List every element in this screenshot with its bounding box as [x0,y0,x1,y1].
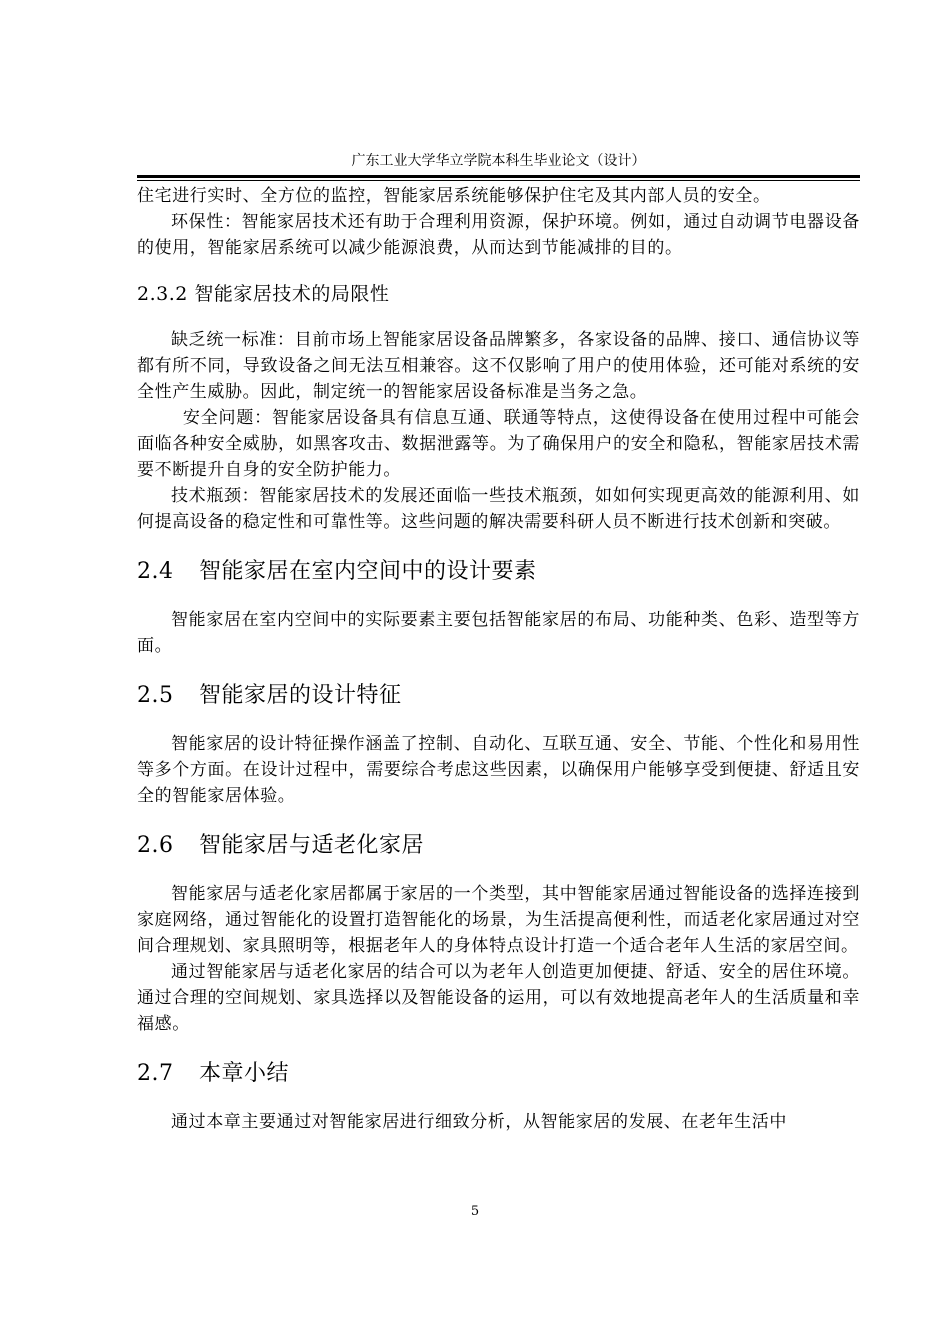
paragraph-standard: 缺乏统一标准：目前市场上智能家居设备品牌繁多，各家设备的品牌、接口、通信协议等都有所不同，导致设备之间无法互相兼容。这不仅影响了用户的使用体验，还可能对系统的安全性产生威胁。因此，制定统一的智能家居设备标准是当务之急。 [137,330,860,402]
heading-text: 智能家居在室内空间中的设计要素 [199,559,537,584]
heading-number: 2.6 [137,833,174,858]
paragraph-2-6-b: 通过智能家居与适老化家居的结合可以为老年人创造更加便捷、舒适、安全的居住环境。通过合理的空间规划、家具选择以及智能设备的运用，可以有效地提高老年人的生活质量和幸福感。 [137,962,860,1034]
paragraph-2-7: 通过本章主要通过对智能家居进行细致分析，从智能家居的发展、在老年生活中 [171,1112,787,1132]
paragraph-tech-bottleneck: 技术瓶颈：智能家居技术的发展还面临一些技术瓶颈，如如何实现更高效的能源利用、如何提高设备的稳定性和可靠性等。这些问题的解决需要科研人员不断进行技术创新和突破。 [137,486,860,532]
page-body [137,183,860,1135]
heading-text: 智能家居的设计特征 [199,683,402,708]
heading-text: 智能家居与适老化家居 [199,833,425,858]
paragraph-2-4: 智能家居在室内空间中的实际要素主要包括智能家居的布局、功能种类、色彩、造型等方面。 [137,610,860,656]
paragraph-security: 安全问题：智能家居设备具有信息互通、联通等特点，这使得设备在使用过程中可能会面临各种安全威胁，如黑客攻击、数据泄露等。为了确保用户的安全和隐私，智能家居技术需要不断提升自身的安全防护能力。 [137,408,860,480]
paragraph-environmental: 环保性：智能家居技术还有助于合理利用资源，保护环境。例如，通过自动调节电器设备的使用，智能家居系统可以减少能源浪费，从而达到节能减排的目的。 [137,212,860,258]
heading-2-7 [137,1059,860,1089]
page-number: 5 [470,1204,480,1219]
paragraph-2-6-a: 智能家居与适老化家居都属于家居的一个类型，其中智能家居通过智能设备的选择连接到家庭网络，通过智能化的设置打造智能化的场景，为生活提高便利性，而适老化家居通过对空间合理规划、家具照明等，根据老年人的身体特点设计打造一个适合老年人生活的家居空间。 [137,884,860,956]
heading-2-5 [137,681,860,711]
header-rule-thin [137,180,860,181]
heading-number: 2.5 [137,683,174,708]
header-rule-thick [137,175,860,178]
heading-number: 2.7 [137,1061,174,1086]
heading-2-6 [137,831,860,861]
page-header: 广东工业大学华立学院本科生毕业论文（设计） [351,153,646,169]
paragraph-2-5: 智能家居的设计特征操作涵盖了控制、自动化、互联互通、安全、节能、个性化和易用性等多个方面。在设计过程中，需要综合考虑这些因素，以确保用户能够享受到便捷、舒适且安全的智能家居体验。 [137,734,860,806]
heading-number: 2.4 [137,559,174,584]
heading-2-3-2: 2.3.2 智能家居技术的局限性 [137,283,390,305]
heading-2-4 [137,557,860,587]
paragraph-continuation: 住宅进行实时、全方位的监控，智能家居系统能够保护住宅及其内部人员的安全。 [137,186,771,206]
heading-text: 本章小结 [199,1061,290,1086]
